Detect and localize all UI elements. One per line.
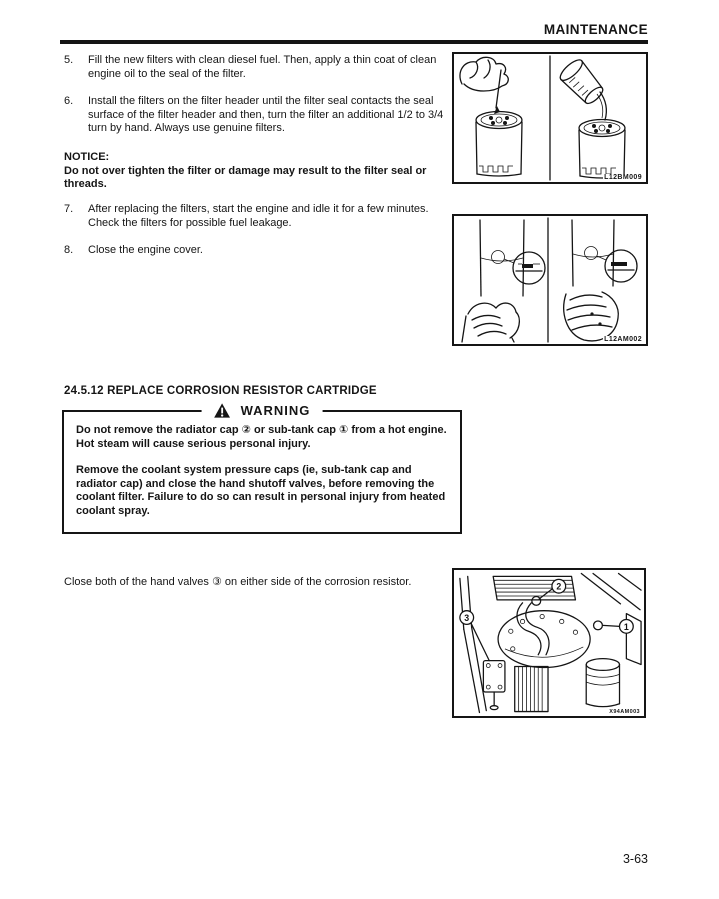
corrosion-resistor-drawing xyxy=(454,570,644,716)
hand-with-brush-art xyxy=(460,57,508,114)
filter-can-art xyxy=(579,120,625,179)
hands-gripping-art xyxy=(462,303,519,342)
warning-paragraph: Do not remove the radiator cap ② or sub-tank cap ① from a hot engine. Hot steam will cause serious personal injury. xyxy=(76,424,447,450)
radiator-cap-art xyxy=(532,596,541,605)
svg-text:2: 2 xyxy=(556,581,562,592)
warning-triangle-icon xyxy=(214,403,231,418)
notice-label: NOTICE: xyxy=(64,151,110,163)
warning-paragraph: Remove the coolant system pressure caps (ie, sub-tank cap and radiator cap) and close the hand shutoff valves, before removing the coolant filter. Failure to do so can result in personal injury from heated coolant spray. xyxy=(76,464,446,517)
step-number: 7. xyxy=(64,203,74,215)
step-item-5 xyxy=(64,54,446,81)
resistor-cartridge-art xyxy=(586,659,619,707)
section-heading: 24.5.12 REPLACE CORROSION RESISTOR CARTRIDGE xyxy=(64,385,377,397)
step-text: Fill the new filters with clean diesel fuel. Then, apply a thin coat of clean engine oil to the seal of the filter. xyxy=(88,54,437,80)
pour-stream-art xyxy=(600,92,606,120)
measuring-cup-art xyxy=(557,57,607,108)
step-item-7 xyxy=(64,203,446,230)
figure-fill-filters xyxy=(452,52,648,184)
step-number: 5. xyxy=(64,54,74,66)
hand-turning-art xyxy=(564,292,619,341)
callout-1 xyxy=(603,619,633,633)
warning-box xyxy=(62,403,462,534)
step-text: Close the engine cover. xyxy=(88,244,203,256)
hatched-panel-art xyxy=(515,667,548,712)
filter-can-art xyxy=(476,112,522,177)
filter-seal-art xyxy=(572,220,637,286)
step-item-8 xyxy=(64,244,446,258)
notice-text: Do not over tighten the filter or damage may result to the filter seal or threads. xyxy=(64,164,427,190)
figure-install-filters xyxy=(452,214,648,346)
figure-caption: L12AM002 xyxy=(604,336,642,343)
figure-caption: X94AM003 xyxy=(609,709,640,715)
svg-text:1: 1 xyxy=(623,621,629,632)
svg-text:3: 3 xyxy=(464,612,470,623)
callout-3 xyxy=(460,611,489,661)
fill-filters-drawing xyxy=(454,54,646,182)
step-text: Install the filters on the filter header until the filter seal contacts the seal surface of the filter header and then, turn the filter an additional 1/2 to 3/4 turn by hand. Always use genuine filters. xyxy=(88,95,444,134)
step-number: 6. xyxy=(64,95,74,107)
header-rule xyxy=(60,40,648,44)
step-number: 8. xyxy=(64,244,74,256)
step-item-6 xyxy=(64,95,446,136)
filter-seal-art xyxy=(480,220,545,296)
close-valves-paragraph: Close both of the hand valves ③ on either side of the corrosion resistor. xyxy=(64,576,412,588)
figure-caption: L12BM009 xyxy=(604,174,642,181)
figure-corrosion-resistor xyxy=(452,568,646,718)
hand-valve-art xyxy=(483,661,505,710)
page-number: 3-63 xyxy=(622,852,648,866)
notice-block xyxy=(64,151,446,192)
warning-header xyxy=(202,403,323,418)
step-text: After replacing the filters, start the engine and idle it for a few minutes. Check the filters for possible fuel leakage. xyxy=(88,203,429,229)
warning-label: WARNING xyxy=(240,403,311,418)
subtank-cap-art xyxy=(594,621,603,630)
engine-block-art xyxy=(498,611,590,668)
install-filters-drawing xyxy=(454,216,646,344)
page-header-title: MAINTENANCE xyxy=(543,22,648,37)
